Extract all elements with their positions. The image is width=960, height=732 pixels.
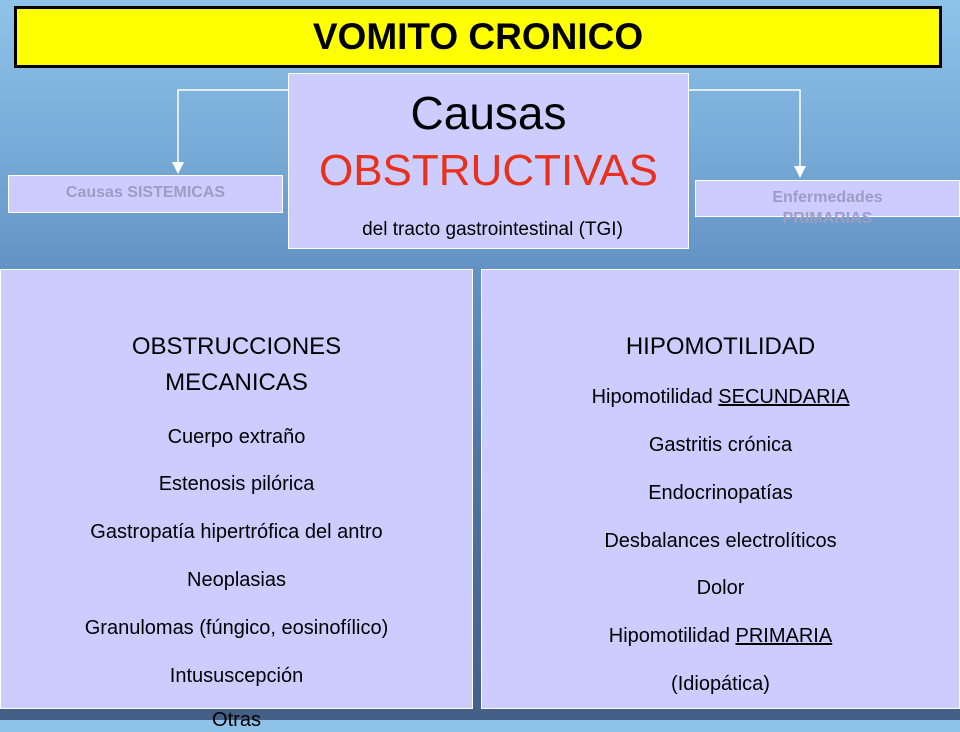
primary-diseases-box — [695, 180, 960, 227]
hypomotility-heading: HIPOMOTILIDAD — [625, 333, 816, 360]
list-item: Intususcepción — [169, 665, 304, 687]
secondary-term: SECUNDARIA — [718, 386, 850, 408]
list-item: Neoplasias — [187, 569, 286, 591]
mechanical-heading-line2: MECANICAS — [165, 369, 308, 396]
arrow-to-systemic — [178, 90, 288, 168]
primary-diseases-line2: PRIMARIAS — [782, 210, 873, 227]
primary-term: PRIMARIA — [735, 625, 833, 647]
primary-hypomotility — [482, 624, 959, 648]
systemic-causes-box — [8, 175, 283, 213]
list-item: Estenosis pilórica — [158, 473, 315, 495]
systemic-causes-label: Causas SISTEMICAS — [65, 184, 226, 201]
title-banner — [14, 6, 942, 68]
primary-diseases-line1: Enfermedades — [772, 189, 883, 206]
list-item: Cuerpo extraño — [167, 426, 306, 448]
list-item: Dolor — [696, 577, 745, 599]
gi-tract-label: del tracto gastrointestinal (TGI) — [362, 219, 623, 240]
list-item: Gastropatía hipertrófica del antro — [90, 521, 383, 543]
mechanical-obstructions-panel — [0, 269, 473, 731]
idiopathic-label: (Idiopática) — [671, 673, 770, 695]
list-item: Endocrinopatías — [648, 482, 793, 504]
list-item: Desbalances electrolíticos — [604, 530, 837, 552]
hypomotility-panel — [481, 269, 960, 709]
obstructive-causes-box — [288, 73, 689, 249]
secondary-hypomotility — [482, 385, 959, 409]
title-text: VOMITO CRONICO — [312, 16, 644, 57]
mechanical-heading-line1: OBSTRUCCIONES — [131, 333, 342, 360]
list-item: Gastritis crónica — [648, 434, 793, 456]
secondary-prefix: Hipomotilidad — [591, 386, 719, 408]
arrow-to-primary — [689, 90, 800, 172]
primary-prefix: Hipomotilidad — [608, 625, 736, 647]
causes-label: Causas — [410, 87, 567, 139]
list-item: Otras — [212, 709, 261, 731]
list-item: Granulomas (fúngico, eosinofílico) — [84, 617, 389, 639]
obstructive-label: OBSTRUCTIVAS — [318, 146, 658, 195]
